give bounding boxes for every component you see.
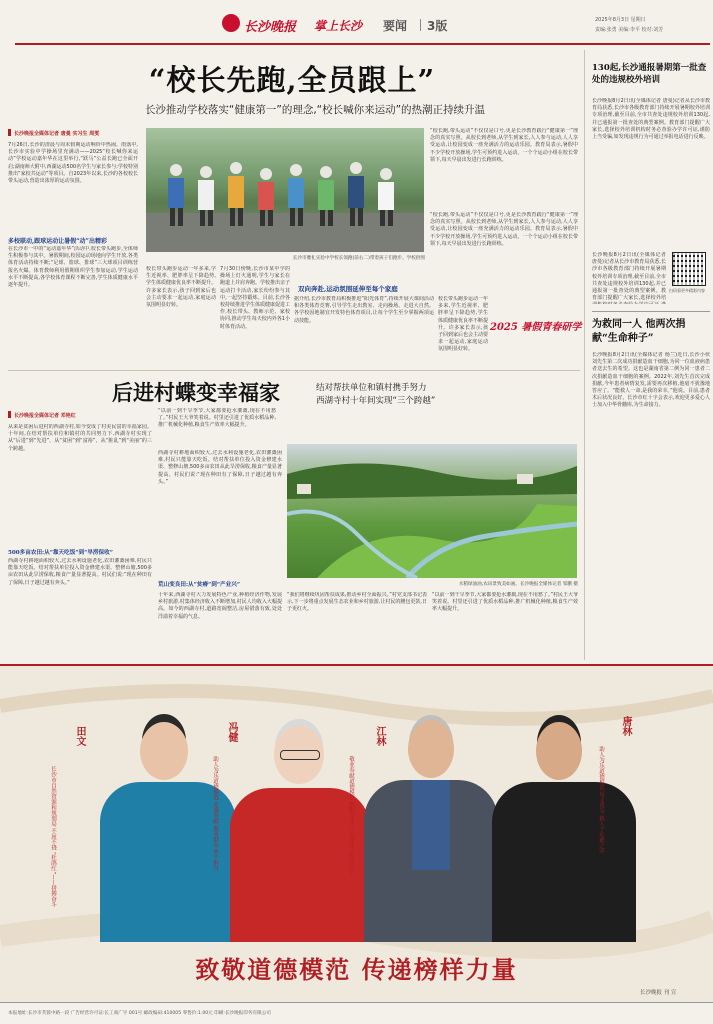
lead-column-6: 校长带头跑步运动一年多来,学生近视率、肥胖率呈下降趋势,学生体质健康优良率不断提升。许多家长表示,孩子回到家后也会主动要求一起运动,家庭运动氛围明显好转。 [438, 296, 488, 353]
moral-models-banner [0, 664, 713, 1002]
glasses-icon [280, 750, 320, 760]
right-bottom-rule [592, 311, 710, 312]
right-top-body-2: 长沙晚报8月2日讯(全媒体记者 唐曼)记者从长沙市教育局获悉,长沙市各级教育部门持续开展暑期校外培训专项治理,截至目前,全市共查处违规校外培训130起,并已通报第一批查处的典型案例。教育部门提醒广大家长,选择校外培 [592, 252, 666, 302]
person-4-body [492, 782, 636, 942]
banner-credit: 长沙晚报 刊 宣 [640, 990, 677, 996]
village-photo [287, 444, 577, 578]
village-subhead-2: 西湖寺村十年间实现“三个跨越” [316, 396, 436, 406]
footer-rule [0, 1002, 713, 1003]
paper-slogan: 掌上长沙 [314, 19, 363, 33]
masthead-rule [15, 43, 710, 45]
village-photo-caption: 水稻绿油油,农田景致美如画。长沙晚报全媒体记者 邹鹏 摄 [458, 582, 578, 587]
lead-byline-marker [8, 129, 11, 136]
lead-subsection-2: 双向奔赴,运动氛围延伸至每个家庭 [298, 285, 398, 293]
lead-column-3a: 校长带头跑步运动一年多来,学生近视率、肥胖率呈下降趋势,学生体质健康优良率不断提升。许多家长表示,孩子回到家后也会主动要求一起运动,家庭运动氛围明显好转。 [146, 266, 216, 309]
village-column-2: “以前一到干旱季节,大家都要抢水灌溉,现在不用愁了。”村民王大爷笑着说。村里还引进了优质水稻品种,推广机械化种植,粮食生产效率大幅提升。 [158, 408, 276, 429]
model-name-4: 唐林 [620, 716, 631, 736]
lead-headline: “校长先跑,全员跟上” [148, 63, 436, 97]
lead-subhead: 长沙推动学校落实“健康第一”的理念,“校长喊你来运动”的热潮正持续升温 [144, 104, 486, 116]
lead-subsection-1: 多校联动,跟球运动让暑假“动”出精彩 [8, 238, 107, 245]
village-headline: 后进村蝶变幸福家 [112, 380, 280, 405]
lead-intro: 7月26日,长沙的清晨与周末假期运动响铃中热闹。雨落中,长沙市实验中学操场里充满动——2025“校长喊你来运动”学校运动嘉年华在这里举行,“跃马”公益长跑已全面开启;湖南师大附中,西湖运动500名学生与家长参与;学校特别推出“家校共运动”等项目。自2023年以来,长沙的各校校长带头运动,营造出浓厚的运动氛围。 [8, 142, 138, 185]
village-column-4: “我们将继续巩固帮扶成果,推动乡村全面振兴。”村党支部书记表示,下一步将重点发展生态农业和乡村旅游,让村民的腰包更鼓,日子更红火。 [287, 592, 427, 613]
village-subsection-2: 荒山变良田:从“贫瘠”到“产业兴” [158, 582, 241, 588]
right-bottom-body: 长沙晚报8月2日讯(全媒体记者 杨兰)近日,长沙小伙刘先生第二次成功捐献造血干细胞,为同一位血液病患者送去生的希望。这也是湖南省第二例为同一患者二次捐献造血干细胞的案例。2022年,刘先生首次完成捐献,今年患者病情复发,需要再次移植,他毫不犹豫地答应了。“能救人一命,是我的荣幸。”他说。目前,患者术后状况良好。长沙市红十字会表示,欢迎更多爱心人士加入中华骨髓库,为生命接力。 [592, 352, 710, 409]
village-intro: 从来是贫困后进村的西湖寺村,如今变成了村美民富的幸福家园。十年间,在结对帮扶单位和镇村的共同努力下,西湖寺村实现了从“后进”到“先进”、从“贫困”到“富裕”、从“脏乱”到“美丽”的三个跨越。 [8, 424, 152, 452]
village-body-1: 西湖寺村耕地面积较大,过去水利设施老化,农田灌溉困难,村民只能靠天吃饭。结对帮扶单位投入资金修建水渠、整修山塘,500多亩农田从此旱涝保收,粮食产量显著提高。村民们说:“现在种田有了保障,日子越过越有奔头。” [8, 558, 152, 586]
lead-column-2: “校长跑,带头运动”不仅仅是口号,更是长沙教育践行“健康第一”理念的真实写照。从校长到老师,从学生到家长,人人参与运动,人人享受运动,让校园变成一座充满活力的运动乐园。教育局表示,暑假中不少学校开放操场,学生可预约进入运动。一个个运动小组在校长带领下,每天早晨出发进行长跑训练。 [430, 128, 578, 163]
village-top-rule [8, 370, 580, 371]
farmland-illustration [287, 444, 577, 578]
qr-code-icon [672, 252, 706, 286]
lead-column-3b: 7月30日傍晚,长沙市某中学的操场上灯火通明,学生与家长在跑道上并肩奔跑。学校推出亲子运动打卡活动,家长纷纷参与其中,一起坚持锻炼。目前,长沙各校持续推进学生体质健康促进工作,校长带头、教师示范、家校协同,推动学生每天校内外各1小时体育活动。 [220, 266, 290, 330]
village-subhead-1: 结对帮扶单位和镇村携手努力 [316, 383, 427, 393]
village-column-3: 西湖寺村耕地面积较大,过去水利设施老化,农田灌溉困难,村民只能靠天吃饭。结对帮扶单位投入资金修建水渠、整修山塘,500多亩农田从此旱涝保收,粮食产量显著提高。村民们说:“现在种田有了保障,日子越过越有奔头。” [158, 450, 282, 485]
right-top-body: 长沙晚报8月2日讯(全媒体记者 唐曼)记者从长沙市教育局获悉,长沙市各级教育部门持续开展暑期校外培训专项治理,截至目前,全市共查处违规校外培训130起,并已通报第一批查处的典型案例。教育部门提醒广大家长,选择校外培训机构时务必查验办学许可证,谨防上当受骗,如发现违规行为可通过举报电话进行反映。 [592, 98, 710, 141]
model-desc-4: 助人为乐道德模范 见义勇为 救人于危难之中 [598, 746, 604, 854]
edition-number: 3版 [427, 19, 448, 33]
village-body-2: 十年来,西湖寺村大力发展特色产业,种植经济作物,发展乡村旅游,村集体经济收入不断增加,村民人均收入大幅提高。如今的西湖寺村,道路宽阔整洁,房屋错落有致,处处洋溢着幸福的气息。 [158, 592, 282, 620]
village-byline: 长沙晚报全媒体记者 邓艳红 [14, 413, 76, 419]
model-person-1 [92, 722, 244, 942]
model-person-4 [488, 722, 640, 942]
model-person-3 [356, 720, 506, 942]
lead-photo [146, 128, 424, 252]
paper-name: 长沙晚报 [244, 20, 297, 35]
date-line: 2025年8月3日 星期日 [595, 17, 646, 23]
lead-photo-caption: 长沙市雅礼实验中学校长领跑(前右二)带着孩子们跑步。学校供图 [292, 256, 425, 261]
paper-logo-icon [222, 14, 240, 32]
right-bottom-headline: 为救同一人 他两次捐献“生命种子” [592, 319, 686, 344]
lead-column-5: “校长跑,带头运动”不仅仅是口号,更是长沙教育践行“健康第一”理念的真实写照。从校长到老师,从学生到家长,人人参与运动,人人享受运动,让校园变成一座充满活力的运动乐园。教育局表示,暑假中不少学校开放操场,学生可预约进入运动。一个个运动小组在校长带领下,每天早晨出发进行长跑训练。 [430, 212, 578, 247]
village-column-5: “以前一到干旱季节,大家都要抢水灌溉,现在不用愁了。”村民王大爷笑着说。村里还引进了优质水稻品种,推广机械化种植,粮食生产效率大幅提升。 [432, 592, 578, 613]
person-3-head [408, 720, 454, 778]
qr-caption: 扫码看更多精彩内容 [669, 288, 705, 293]
runners-illustration [146, 128, 424, 252]
banner-slogan: 致敬道德模范 传递榜样力量 [195, 955, 518, 984]
model-name-1: 田文 [74, 726, 85, 746]
village-byline-marker [8, 411, 11, 418]
model-desc-3: 敬业奉献道德模范 默默坚守 一心扑在工作岗位上 [348, 756, 354, 875]
model-name-2: 冯健 [226, 722, 237, 742]
right-sidebar-divider [584, 50, 585, 660]
masthead [0, 0, 713, 50]
person-3-shirt [412, 780, 450, 870]
editors-line: 责编:张勇 美编:李平 校对:刘芳 [595, 27, 664, 33]
person-4-head [536, 722, 582, 780]
village-subsection-1: 500多亩农田:从“靠天吃饭”到“旱涝保收” [8, 550, 113, 556]
model-name-3: 江林 [374, 726, 385, 746]
lead-byline: 长沙晚报全媒体记者 唐曼 实习生 周雯 [14, 131, 100, 137]
model-desc-2: 助人为乐道德模范 忠诚奉献 服务群众 勇于担当 [212, 756, 218, 872]
lead-column-4: 据介绍,长沙市教育局积极推进“阳光体育”,持续开展大课间活动和各类体育竞赛,引导学生走出教室、走向操场、走进大自然。各学校因地制宜开发特色体育项目,让每个学生至少掌握两项运动技能。 [294, 296, 434, 324]
person-1-head [140, 722, 188, 780]
youth-logo [490, 322, 582, 366]
footer-text: 本报地址:长沙市芙蓉中路一段 广告经营许可证:长工商广字 001号 邮政编码:410005 零售价:1.00元 印刷:长沙晚报印务有限公司 [8, 1011, 271, 1016]
right-top-headline: 130起,长沙通报暑期第一批查处的违规校外培训 [592, 63, 707, 85]
model-desc-1: 长沙市自然资源和规划局 不屈不挠 “杜鹃红”——拼搏奋斗 [50, 766, 56, 908]
section-name: 要闻 [383, 19, 408, 33]
youth-logo-text: 2025 暑假青春研学 [490, 322, 582, 333]
lead-body-1: 在长沙市一中的“运动嘉年华”活动中,校长带头跑步,全体师生积极参与其中。暑假期间,校园运动场地向学生开放,各类体育活动持续不断;“足球、篮球、排球”三大球项目训练营报名火爆。体育教师利用假期组织学生参加运动,学生运动水平不断提高,各学校体育课程不断完善,学生体质健康水平逐年提升。 [8, 246, 138, 289]
masthead-separator [420, 19, 421, 31]
